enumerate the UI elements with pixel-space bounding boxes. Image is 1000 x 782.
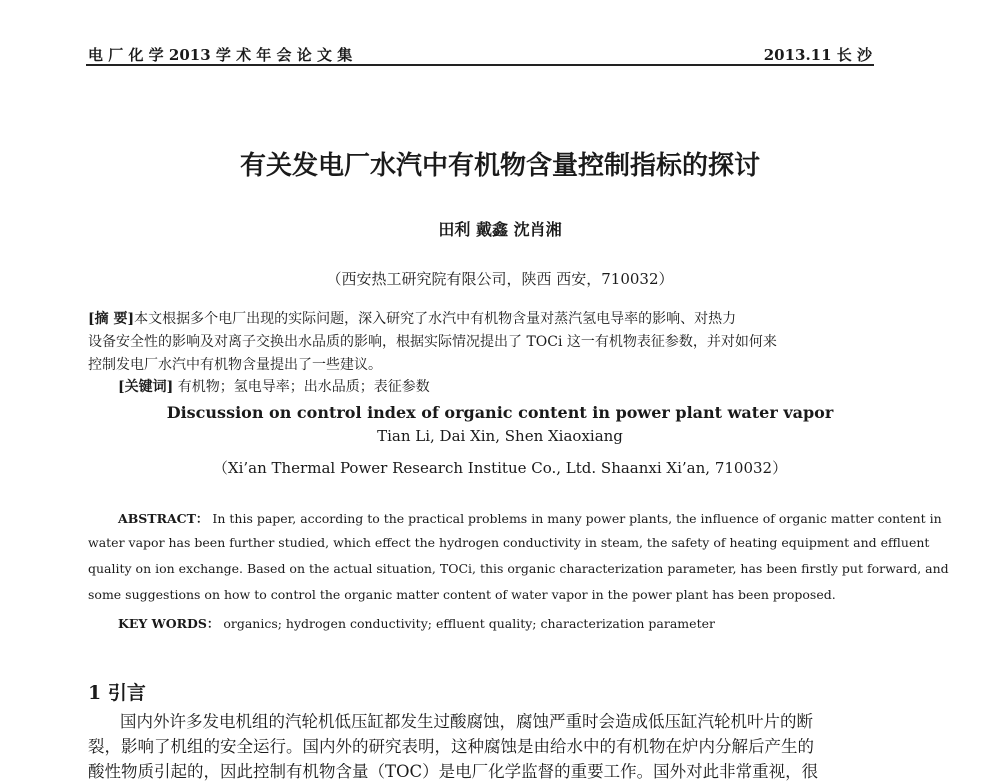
cn-keywords: [关键词] 有机物；氢电导率；出水品质；表征参数 [118, 379, 430, 395]
cn-abstract-line-2: 设备安全性的影响及对离子交换出水品质的影响，根据实际情况提出了 TOCi 这一有机物表征参数，并对如何来 [88, 334, 777, 350]
body-line-3: 酸性物质引起的，因此控制有机物含量（TOC）是电厂化学监督的重要工作。国外对此非常重视，很 [88, 762, 819, 781]
paper-title: 有关发电厂水汽中有机物含量控制指标的探讨 [239, 151, 760, 181]
en-abstract-label: ABSTRACT： [118, 511, 209, 526]
en-abstract-line-3: quality on ion exchange. Based on the actual situation, TOCi, this organic characterization parameter, has been firstly put forward, and [88, 561, 949, 576]
english-authors: Tian Li, Dai Xin, Shen Xiaoxiang [377, 427, 623, 445]
section-heading: 1 引言 [88, 682, 146, 704]
affiliation: （西安热工研究院有限公司，陕西 西安，710032） [326, 270, 674, 288]
cn-abstract-line-3: 控制发电厂水汽中有机物含量提出了一些建议。 [88, 357, 382, 373]
cn-abstract-line-1: [摘 要]本文根据多个电厂出现的实际问题，深入研究了水汽中有机物含量对蒸汽氢电导率的影响、对热力 [88, 311, 737, 327]
body-line-2: 裂，影响了机组的安全运行。国内外的研究表明，这种腐蚀是由给水中的有机物在炉内分解后产生的 [88, 737, 814, 756]
en-abstract-line-2: water vapor has been further studied, which effect the hydrogen conductivity in steam, the safety of heating equipment and effluent [88, 535, 930, 550]
english-affiliation: （Xi’an Thermal Power Research Institue Co., Ltd. Shaanxi Xi’an, 710032） [212, 459, 788, 477]
en-abstract-line-4: some suggestions on how to control the organic matter content of water vapor in the power plant has been proposed. [88, 587, 836, 602]
authors: 田利 戴鑫 沈肖湘 [438, 220, 562, 239]
english-title: Discussion on control index of organic content in power plant water vapor [166, 403, 834, 422]
en-abstract-line-1: ABSTRACT： In this paper, according to the practical problems in many power plants, the influence of organic matter content in [118, 511, 942, 526]
cn-abstract-label: [摘 要] [88, 311, 135, 327]
header-rule [86, 64, 874, 66]
en-keywords: KEY WORDS： organics; hydrogen conductivity; effluent quality; characterization parameter [118, 616, 715, 631]
running-header-right: 2013.11 长 沙 [763, 46, 872, 64]
en-keywords-label: KEY WORDS： [118, 616, 220, 631]
body-line-1: 国内外许多发电机组的汽轮机低压缸都发生过酸腐蚀，腐蚀严重时会造成低压缸汽轮机叶片的断 [120, 712, 813, 731]
running-header-left: 电 厂 化 学 2013 学 术 年 会 论 文 集 [88, 46, 353, 64]
cn-keywords-label: [关键词] [118, 379, 174, 395]
